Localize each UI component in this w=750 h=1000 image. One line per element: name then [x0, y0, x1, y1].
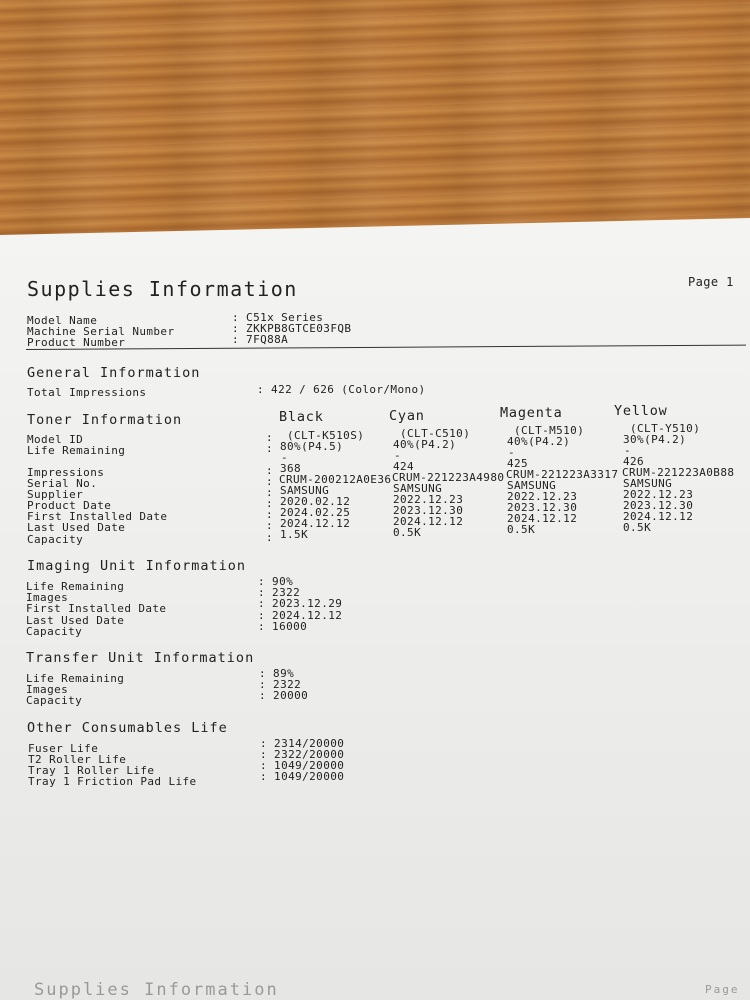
toner-value-cyan: 0.5K	[393, 526, 422, 539]
column-header-cyan: Cyan	[389, 408, 425, 424]
imaging-row-value: : 2023.12.29	[258, 597, 343, 611]
header-label: Model Name	[27, 314, 98, 327]
toner-value-magenta: 425	[507, 457, 529, 470]
toner-row-colon: :	[266, 497, 274, 510]
column-header-magenta: Magenta	[500, 405, 563, 421]
transfer-row-label: Life Remaining	[26, 672, 125, 685]
next-page-number: Page	[705, 983, 740, 996]
transfer-row-label: Capacity	[26, 694, 83, 708]
consumable-row-label: Tray 1 Roller Life	[28, 764, 155, 777]
header-value: : 7FQ88A	[232, 333, 289, 346]
toner-value-black: SAMSUNG	[280, 484, 330, 497]
header-value: : ZKKPB8GTCE03FQB	[232, 322, 352, 335]
column-header-yellow: Yellow	[614, 403, 668, 419]
wood-table-background	[0, 0, 750, 235]
toner-value-black: 80%(P4.5)	[280, 440, 344, 453]
toner-value-black: 2024.12.12	[280, 517, 351, 530]
toner-value-magenta: CRUM-221223A3317	[506, 468, 619, 481]
section-title-general: General Information	[27, 365, 201, 381]
page-number: Page 1	[688, 275, 734, 289]
section-title-imaging: Imaging Unit Information	[27, 558, 247, 574]
toner-row-colon: :	[266, 508, 274, 521]
consumable-row-value: : 1049/20000	[260, 770, 345, 783]
toner-row-colon: :	[266, 531, 274, 544]
toner-row-label: Capacity	[27, 533, 84, 546]
toner-value-yellow: 0.5K	[623, 521, 652, 534]
toner-value-magenta: -	[508, 446, 516, 459]
imaging-row-value: : 2322	[258, 586, 301, 600]
toner-row-colon: :	[266, 519, 274, 532]
consumable-row-label: Tray 1 Friction Pad Life	[28, 775, 197, 788]
toner-value-yellow: CRUM-221223A0B88	[622, 466, 735, 479]
toner-value-yellow: 2023.12.30	[623, 499, 694, 512]
imaging-row-label: First Installed Date	[26, 602, 167, 616]
toner-value-yellow: 2024.12.12	[623, 510, 694, 523]
toner-row-label: Product Date	[27, 499, 112, 512]
transfer-row-value: : 20000	[259, 689, 309, 703]
toner-value-black: 2024.02.25	[280, 506, 351, 519]
toner-row-colon: :	[266, 486, 274, 499]
toner-value-magenta: 2024.12.12	[507, 512, 578, 525]
total-impressions-label: Total Impressions	[27, 386, 147, 399]
imaging-row-label: Images	[26, 591, 69, 605]
toner-value-black: -	[281, 451, 289, 464]
toner-value-cyan: 40%(P4.2)	[393, 438, 457, 451]
transfer-row-label: Images	[26, 683, 69, 697]
toner-value-magenta: 40%(P4.2)	[507, 435, 571, 448]
header-label: Machine Serial Number	[27, 325, 175, 338]
toner-row-label: First Installed Date	[27, 510, 168, 523]
toner-value-magenta: 0.5K	[507, 523, 536, 536]
toner-value-black: 2020.02.12	[280, 495, 351, 508]
consumable-row-value: : 2322/20000	[260, 748, 345, 761]
toner-value-cyan: SAMSUNG	[393, 482, 443, 495]
toner-value-black: 368	[280, 462, 302, 475]
imaging-row-value: : 16000	[258, 619, 308, 633]
toner-value-cyan: (CLT-C510)	[400, 427, 471, 440]
header-value: : C51x Series	[232, 311, 324, 324]
toner-value-cyan: -	[394, 449, 402, 462]
toner-value-yellow: (CLT-Y510)	[630, 422, 701, 435]
toner-row-label: Impressions	[27, 466, 105, 479]
imaging-row-label: Life Remaining	[26, 580, 125, 593]
section-title-other: Other Consumables Life	[27, 720, 228, 736]
imaging-row-label: Capacity	[26, 624, 83, 638]
column-header-black: Black	[279, 409, 324, 425]
total-impressions-value: : 422 / 626 (Color/Mono)	[257, 383, 426, 396]
toner-row-colon: :	[266, 475, 274, 488]
toner-value-yellow: SAMSUNG	[623, 477, 673, 490]
toner-value-magenta: 2022.12.23	[507, 490, 578, 503]
toner-row-label: Last Used Date	[27, 521, 126, 534]
toner-value-cyan: CRUM-221223A4980	[392, 471, 505, 484]
toner-value-cyan: 2023.12.30	[393, 504, 464, 517]
header-label: Product Number	[27, 336, 126, 349]
section-title-transfer: Transfer Unit Information	[26, 650, 255, 666]
next-page-title: Supplies Information	[34, 980, 279, 1000]
toner-value-yellow: 2022.12.23	[623, 488, 694, 501]
toner-row-colon: :	[266, 464, 274, 477]
toner-value-cyan: 2022.12.23	[393, 493, 464, 506]
toner-row-label: Serial No.	[27, 477, 98, 490]
consumable-row-label: T2 Roller Life	[28, 753, 127, 766]
imaging-row-value: : 90%	[258, 575, 294, 588]
toner-value-black: CRUM-200212A0E36	[279, 473, 392, 486]
toner-value-magenta: 2023.12.30	[507, 501, 578, 514]
imaging-row-value: : 2024.12.12	[258, 608, 343, 622]
toner-row-label: Supplier	[27, 488, 84, 501]
toner-value-black: 1.5K	[280, 528, 309, 541]
section-title-toner: Toner Information	[27, 412, 183, 428]
toner-row-colon: :	[266, 431, 274, 444]
toner-value-yellow: 30%(P4.2)	[623, 433, 687, 446]
imaging-row-label: Last Used Date	[26, 613, 125, 627]
toner-value-magenta: (CLT-M510)	[514, 424, 585, 437]
toner-row-colon: :	[266, 442, 274, 455]
consumable-row-value: : 1049/20000	[260, 759, 345, 772]
toner-value-magenta: SAMSUNG	[507, 479, 557, 492]
toner-value-cyan: 424	[393, 460, 415, 473]
transfer-row-value: : 2322	[259, 678, 302, 692]
toner-row-label: Model ID	[27, 433, 84, 446]
toner-value-yellow: -	[624, 444, 632, 457]
toner-row-label: Life Remaining	[27, 444, 126, 457]
consumable-row-label: Fuser Life	[28, 742, 99, 755]
page-title: Supplies Information	[27, 277, 298, 301]
toner-value-cyan: 2024.12.12	[393, 515, 464, 528]
toner-value-black: (CLT-K510S)	[287, 429, 365, 442]
transfer-row-value: : 89%	[259, 667, 295, 680]
toner-value-yellow: 426	[623, 455, 645, 468]
consumable-row-value: : 2314/20000	[260, 737, 345, 750]
